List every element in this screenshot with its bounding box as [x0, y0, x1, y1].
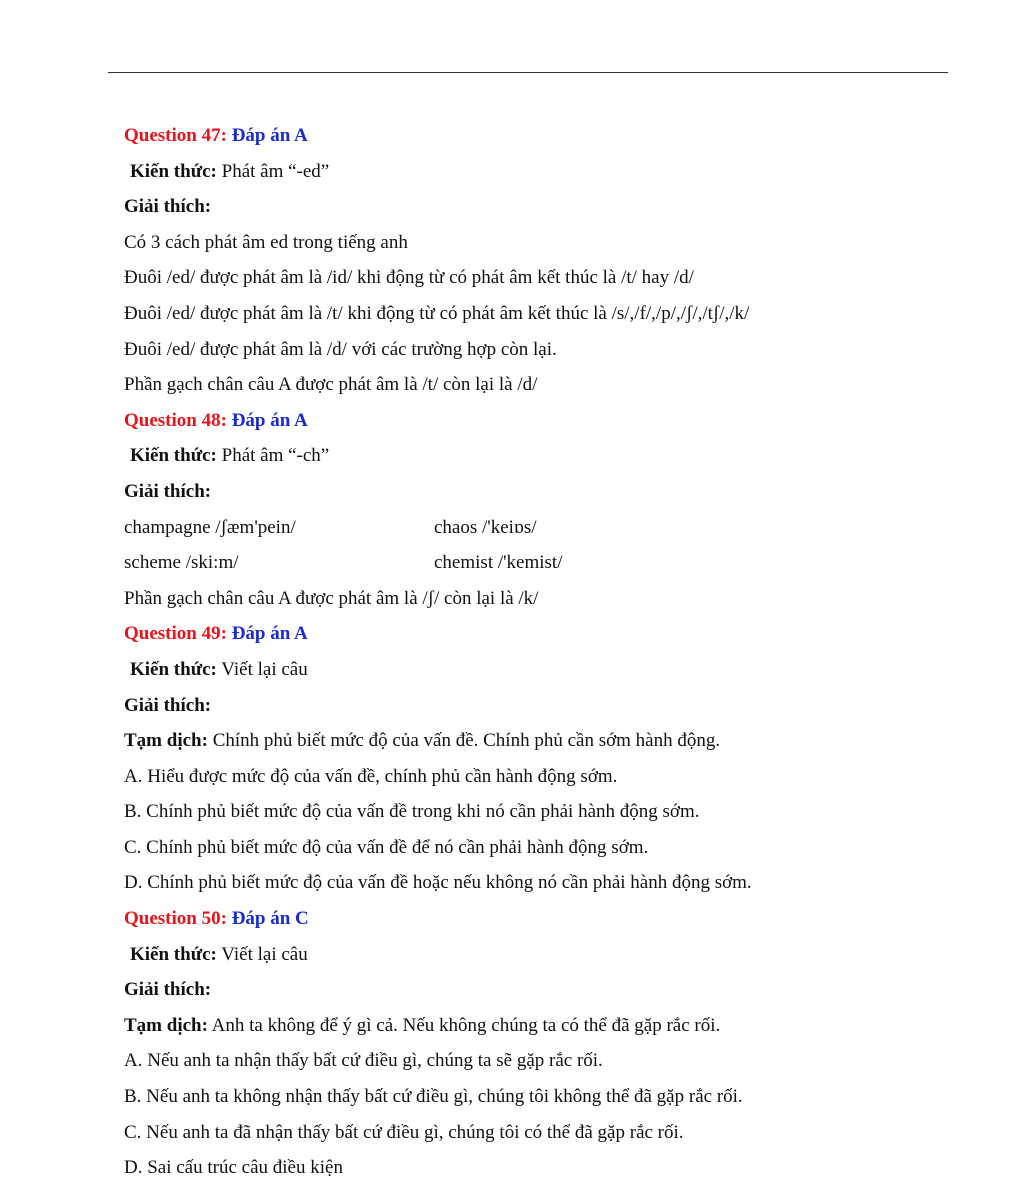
knowledge-line: Kiến thức: Viết lại câu [130, 658, 308, 680]
document-body [124, 118, 954, 1186]
word-row [124, 545, 954, 581]
explanation-label: Giải thích: [124, 196, 212, 218]
text-line: Phần gạch chân câu A được phát âm là /t/ còn lại là /d/ [124, 374, 538, 396]
text-line: Đuôi /ed/ được phát âm là /t/ khi động từ có phát âm kết thúc là /s/,/f/,/p/,/ʃ/,/tʃ/,/k/ [124, 302, 750, 324]
question-number: Question 48: [124, 409, 227, 431]
answer-label: Đáp án C [231, 908, 309, 930]
question-number: Question 49: [124, 623, 227, 645]
word-entry: chemist /'kemist/ [434, 552, 563, 574]
translation-line: Tạm dịch: Chính phủ biết mức độ của vấn đề. Chính phủ cần sớm hành động. [124, 730, 721, 752]
option-line: C. Chính phủ biết mức độ của vấn đề để nó cần phải hành động sớm. [124, 836, 649, 858]
word-row [124, 510, 954, 546]
option-line: D. Sai cấu trúc câu điều kiện [124, 1157, 343, 1179]
header-rule [108, 72, 948, 73]
translation-line: Tạm dịch: Anh ta không để ý gì cả. Nếu không chúng ta có thể đã gặp rắc rối. [124, 1014, 721, 1036]
option-line: A. Hiểu được mức độ của vấn đề, chính phủ cần hành động sớm. [124, 765, 618, 787]
word-entry: champagne /ʃæm'pein/ [124, 516, 296, 538]
explanation-label: Giải thích: [124, 979, 212, 1001]
knowledge-line: Kiến thức: Phát âm “-ch” [130, 445, 330, 467]
knowledge-line: Kiến thức: Phát âm “-ed” [130, 160, 330, 182]
word-entry: scheme /ski:m/ [124, 552, 239, 574]
option-line: D. Chính phủ biết mức độ của vấn đề hoặc nếu không nó cần phải hành động sớm. [124, 872, 752, 894]
question-50-heading [124, 901, 954, 937]
answer-label: Đáp án A [231, 623, 308, 645]
question-48-heading [124, 403, 954, 439]
question-47-heading [124, 118, 954, 154]
question-49-heading [124, 616, 954, 652]
text-line: Đuôi /ed/ được phát âm là /d/ với các trường hợp còn lại. [124, 338, 557, 360]
option-line: A. Nếu anh ta nhận thấy bất cứ điều gì, chúng ta sẽ gặp rắc rối. [124, 1050, 603, 1072]
question-number: Question 47: [124, 125, 227, 146]
text-line: Phần gạch chân câu A được phát âm là /ʃ/ còn lại là /k/ [124, 587, 539, 609]
text-line: Đuôi /ed/ được phát âm là /id/ khi động từ có phát âm kết thúc là /t/ hay /d/ [124, 267, 694, 289]
explanation-label: Giải thích: [124, 694, 212, 716]
text-line: Có 3 cách phát âm ed trong tiếng anh [124, 231, 408, 253]
answer-label: Đáp án A [231, 125, 308, 146]
option-line: B. Nếu anh ta không nhận thấy bất cứ điều gì, chúng tôi không thể đã gặp rắc rối. [124, 1086, 743, 1108]
option-line: B. Chính phủ biết mức độ của vấn đề trong khi nó cần phải hành động sớm. [124, 801, 700, 823]
knowledge-line: Kiến thức: Viết lại câu [130, 943, 308, 965]
explanation-label: Giải thích: [124, 480, 212, 502]
option-line: C. Nếu anh ta đã nhận thấy bất cứ điều gì, chúng tôi có thể đã gặp rắc rối. [124, 1121, 684, 1143]
question-number: Question 50: [124, 908, 227, 930]
answer-label: Đáp án A [231, 409, 308, 431]
word-entry: chaos /'keiɒs/ [434, 516, 537, 538]
